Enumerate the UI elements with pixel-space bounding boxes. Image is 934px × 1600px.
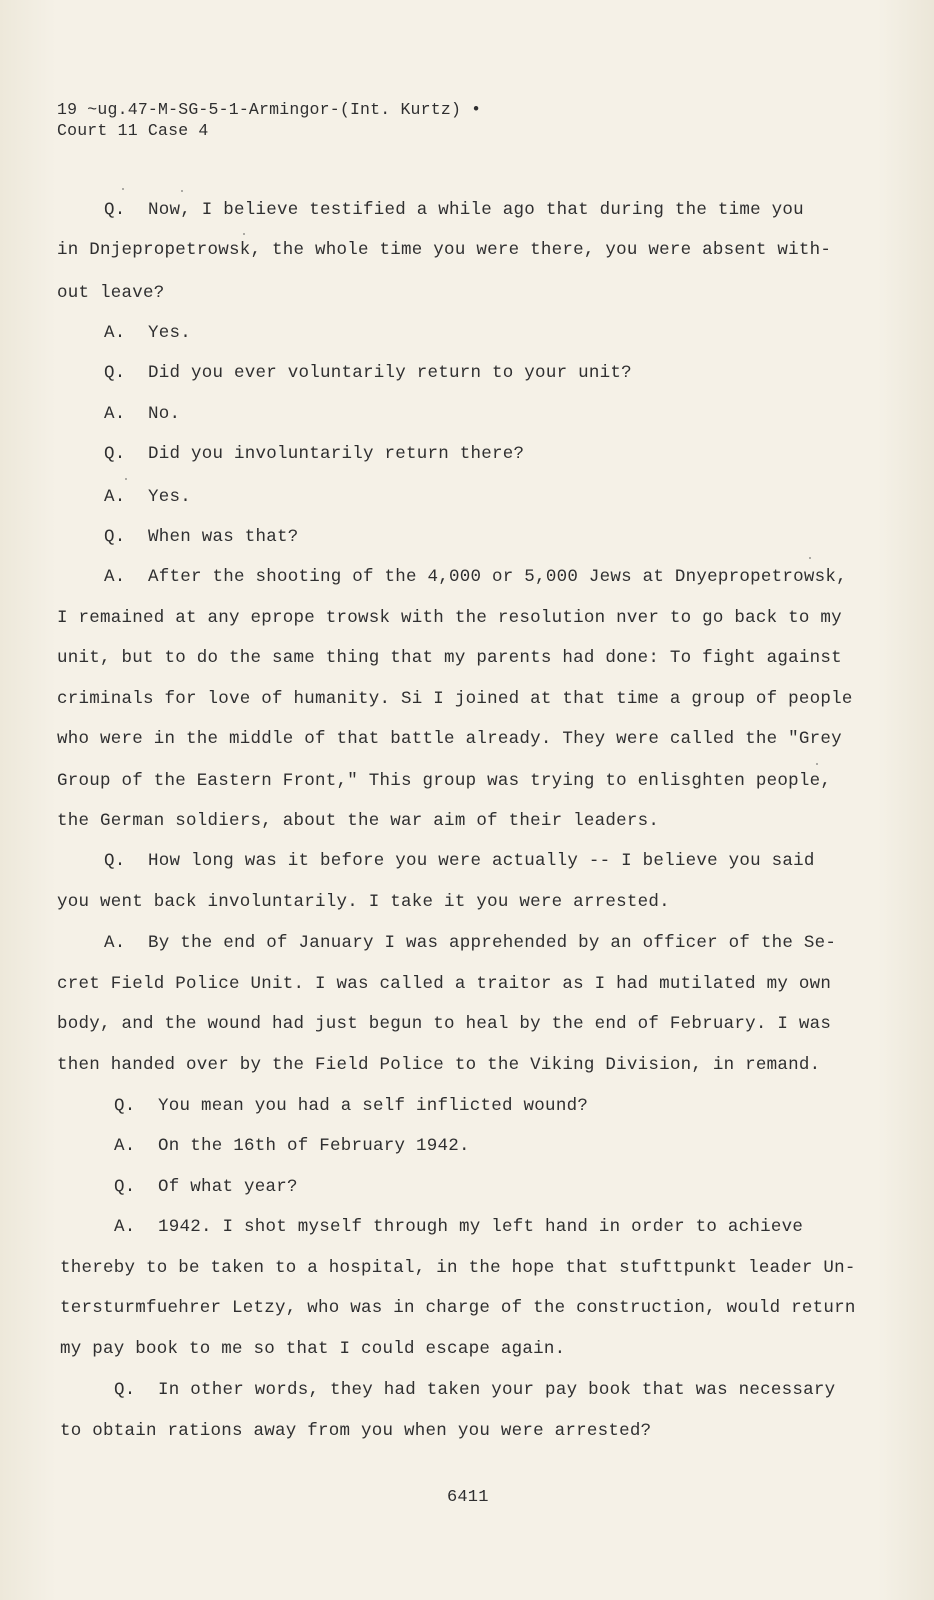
text-line: who were in the middle of that battle already. They were called the "Grey <box>57 729 842 749</box>
text-line: In other words, they had taken your pay book that was necessary <box>158 1380 836 1400</box>
text-line: Now, I believe testified a while ago that during the time you <box>148 200 804 220</box>
text-line: my pay book to me so that I could escape again. <box>60 1339 566 1359</box>
a-label: A. <box>104 323 126 343</box>
question-line <box>104 363 632 383</box>
text-line: On the 16th of February 1942. <box>158 1136 470 1156</box>
text-line: Did you involuntarily return there? <box>148 444 525 464</box>
text-line: then handed over by the Field Police to the Viking Division, in remand. <box>57 1055 821 1075</box>
text-line: thereby to be taken to a hospital, in the hope that stufttpunkt leader Un- <box>60 1258 856 1278</box>
answer-line <box>114 1136 470 1156</box>
q-label: Q. <box>104 363 126 383</box>
header-reference: 19 ~ug.47-M-SG-5-1-Armingor-(Int. Kurtz) • <box>57 100 482 119</box>
paper-speck <box>125 478 127 480</box>
page-number: 6411 <box>447 1488 489 1507</box>
text-line: to obtain rations away from you when you were arrested? <box>60 1421 652 1441</box>
paper-speck <box>243 233 245 235</box>
text-line: unit, but to do the same thing that my parents had done: To fight against <box>57 648 842 668</box>
text-line: you went back involuntarily. I take it you were arrested. <box>57 892 670 912</box>
text-line: Yes. <box>148 323 192 343</box>
question-line <box>104 527 299 547</box>
a-label: A. <box>104 567 126 587</box>
text-line: the German soldiers, about the war aim of their leaders. <box>57 811 660 831</box>
text-line: Did you ever voluntarily return to your unit? <box>148 363 632 383</box>
answer-line <box>104 933 836 953</box>
header-court-case: Court 11 Case 4 <box>57 121 209 140</box>
text-line: 1942. I shot myself through my left hand in order to achieve <box>158 1217 804 1237</box>
text-line: I remained at any eprope trowsk with the resolution nver to go back to my <box>57 608 842 628</box>
text-line: tersturmfuehrer Letzy, who was in charge of the construction, would return <box>60 1298 856 1318</box>
a-label: A. <box>104 933 126 953</box>
q-label: Q. <box>104 527 126 547</box>
text-line: No. <box>148 404 181 424</box>
paper-speck <box>809 557 811 559</box>
text-line: in Dnjepropetrowsk, the whole time you were there, you were absent with- <box>57 240 832 260</box>
a-label: A. <box>104 487 126 507</box>
answer-line <box>104 487 191 507</box>
question-line <box>114 1096 588 1116</box>
text-line: Group of the Eastern Front," This group was trying to enlisghten people, <box>57 771 832 791</box>
paper-speck <box>181 190 183 192</box>
text-line: When was that? <box>148 527 299 547</box>
q-label: Q. <box>114 1380 136 1400</box>
q-label: Q. <box>114 1096 136 1116</box>
text-line: By the end of January I was apprehended by an officer of the Se- <box>148 933 837 953</box>
question-line <box>114 1380 835 1400</box>
text-line: out leave? <box>57 283 165 303</box>
question-line <box>114 1177 298 1197</box>
text-line: body, and the wound had just begun to heal by the end of February. I was <box>57 1014 832 1034</box>
q-label: Q. <box>104 200 126 220</box>
text-line: Yes. <box>148 487 192 507</box>
question-line <box>104 444 524 464</box>
text-line: criminals for love of humanity. Si I joined at that time a group of people <box>57 689 853 709</box>
answer-line <box>104 567 847 587</box>
q-label: Q. <box>104 851 126 871</box>
a-label: A. <box>114 1136 136 1156</box>
text-line: After the shooting of the 4,000 or 5,000 Jews at Dnyepropetrowsk, <box>148 567 847 587</box>
q-label: Q. <box>104 444 126 464</box>
question-line <box>104 200 804 220</box>
answer-line <box>104 404 180 424</box>
text-line: cret Field Police Unit. I was called a traitor as I had mutilated my own <box>57 974 832 994</box>
text-line: Of what year? <box>158 1177 298 1197</box>
question-line <box>104 851 815 871</box>
answer-line <box>104 323 191 343</box>
paper-speck <box>816 763 818 765</box>
q-label: Q. <box>114 1177 136 1197</box>
a-label: A. <box>114 1217 136 1237</box>
a-label: A. <box>104 404 126 424</box>
text-line: You mean you had a self inflicted wound? <box>158 1096 589 1116</box>
text-line: How long was it before you were actually -- I believe you said <box>148 851 815 871</box>
answer-line <box>114 1217 803 1237</box>
paper-speck <box>122 188 124 190</box>
